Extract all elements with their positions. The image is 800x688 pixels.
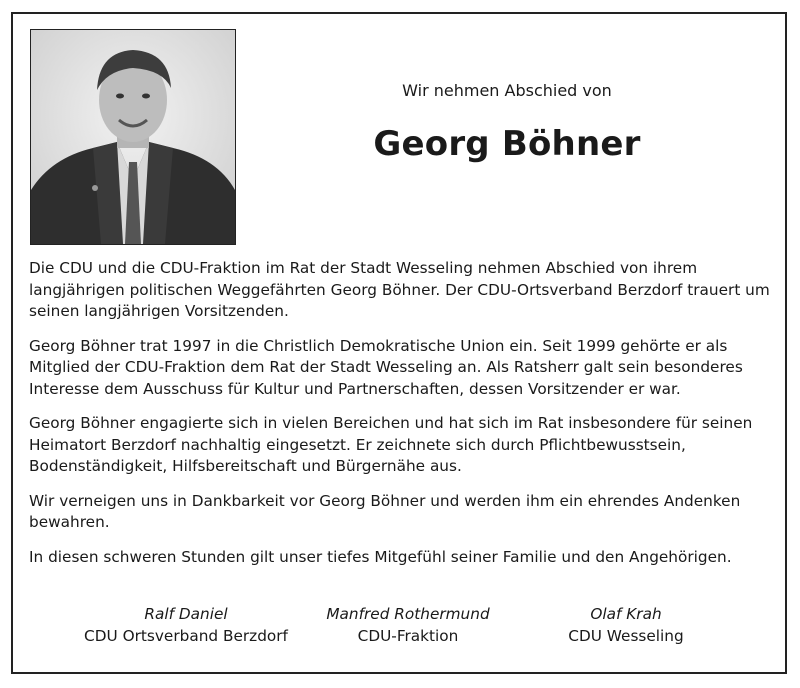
- signatory-org: CDU Ortsverband Berzdorf: [84, 627, 288, 645]
- paragraph-1: Die CDU und die CDU-Fraktion im Rat der Stadt Wesseling nehmen Abschied von ihrem langjährigen politischen Weggefährten Georg Böhner. Der CDU-Ortsverband Berzdorf trauert um seinen langjährigen Vorsitzenden.: [29, 259, 770, 320]
- signatory-name: Manfred Rothermund: [326, 605, 490, 623]
- signatory-org: CDU Wesseling: [568, 627, 684, 645]
- portrait-photo: [30, 29, 236, 245]
- signatory-name: Ralf Daniel: [144, 605, 228, 623]
- paragraph-3: Georg Böhner engagierte sich in vielen Bereichen und hat sich im Rat insbesondere für seinen Heimatort Berzdorf nachhaltig eingesetzt. Er zeichnete sich durch Pflichtbewusstsein, Bodenständigkeit, Hilfsbereitschaft und Bürgernähe aus.: [29, 414, 753, 475]
- notice-body: [29, 258, 774, 581]
- paragraph-2: Georg Böhner trat 1997 in die Christlich Demokratische Union ein. Seit 1999 gehörte er als Mitglied der CDU-Fraktion dem Rat der Stadt Wesseling an. Als Ratsherr galt sein besonderes Interesse dem Ausschuss für Kultur und Partnerschaften, dessen Vorsitzender er war.: [29, 336, 743, 398]
- signatory-name: Olaf Krah: [590, 605, 662, 623]
- paragraph-4: Wir verneigen uns in Dankbarkeit vor Georg Böhner und werden ihm ein ehrendes Andenken bewahren.: [29, 491, 741, 531]
- deceased-name: Georg Böhner: [373, 124, 641, 164]
- signatory-org: CDU-Fraktion: [357, 627, 459, 645]
- intro-text: Wir nehmen Abschied von: [402, 81, 612, 100]
- signature-3: [496, 603, 756, 647]
- paragraph-5: In diesen schweren Stunden gilt unser tiefes Mitgefühl seiner Familie und den Angehörigen.: [29, 547, 732, 566]
- signature-1: [56, 603, 316, 647]
